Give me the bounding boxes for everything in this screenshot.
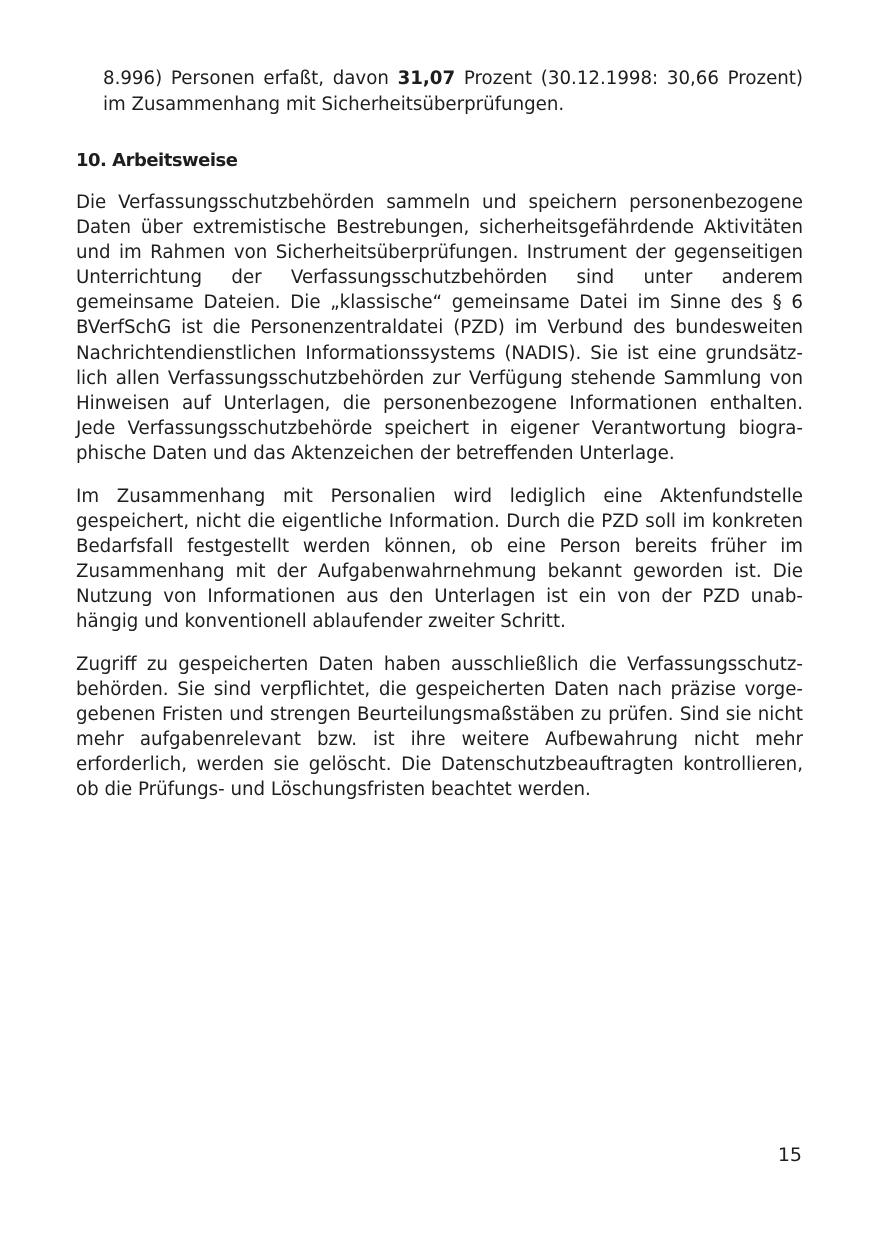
body-paragraph-1: Die Verfassungsschutzbehörden sammeln und speichern personenbezogene Daten über extremistische Bestrebungen, sicherheitsgefährdende Aktivitäten und im Rahmen von Sicherheitsüberprüfungen. Instrument der gegenseitigen Unterrichtung der Verfassungsschutzbehörden sind unter anderem gemeinsame Dateien. Die „klassische“ gemeinsame Datei im Sinne des § 6 BVerfSchG ist die Personenzentraldatei (PZD) im Verbund des bundesweiten Nachrichtendienstlichen Informationssystems (NADIS). Sie ist eine grundsätzlich allen Verfassungsschutzbehörden zur Verfügung stehende Sammlung von Hinweisen auf Unterlagen, die personenbezogene Informationen enthalten. Jede Verfassungsschutzbehörde speichert in eigener Verantwortung biographische Daten und das Aktenzeichen der betreffenden Unterlage. [76, 192, 803, 464]
section-heading: 10. Arbeitsweise [76, 150, 238, 171]
highlighted-percentage: 31,07 [397, 68, 456, 89]
body-paragraph-3: Zugriff zu gespeicherten Daten haben ausschließlich die Verfassungsschutzbehörden. Sie sind verpflichtet, die gespeicherten Daten nach präzise vorgegebenen Fristen und strengen Beurteilungsmaßstäben zu prüfen. Sind sie nicht mehr aufgabenrelevant bzw. ist ihre weitere Aufbewahrung nicht mehr erforderlich, werden sie gelöscht. Die Datenschutzbeauftragten kontrollieren, ob die Prüfungs- und Löschungsfristen beachtet werden. [76, 654, 803, 801]
page-number: 15 [777, 1144, 802, 1166]
continuation-text-before: 8.996) Personen erfaßt, davon [103, 68, 398, 89]
body-paragraph-2: Im Zusammenhang mit Personalien wird lediglich eine Aktenfundstelle gespeichert, nicht die eigentliche Information. Durch die PZD soll im konkreten Bedarfsfall festgestellt werden können, ob eine Person bereits früher im Zusammenhang mit der Aufgabenwahrnehmung bekannt geworden ist. Die Nutzung von Informationen aus den Unterlagen ist ein von der PZD unabhängig und konventionell ablaufender zweiter Schritt. [76, 486, 803, 633]
continuation-text-after: Prozent (30.12.1998: 30,66 Prozent) im Zusammenhang mit Sicherheitsüberprüfungen. [103, 68, 804, 115]
continuation-paragraph [103, 66, 803, 117]
